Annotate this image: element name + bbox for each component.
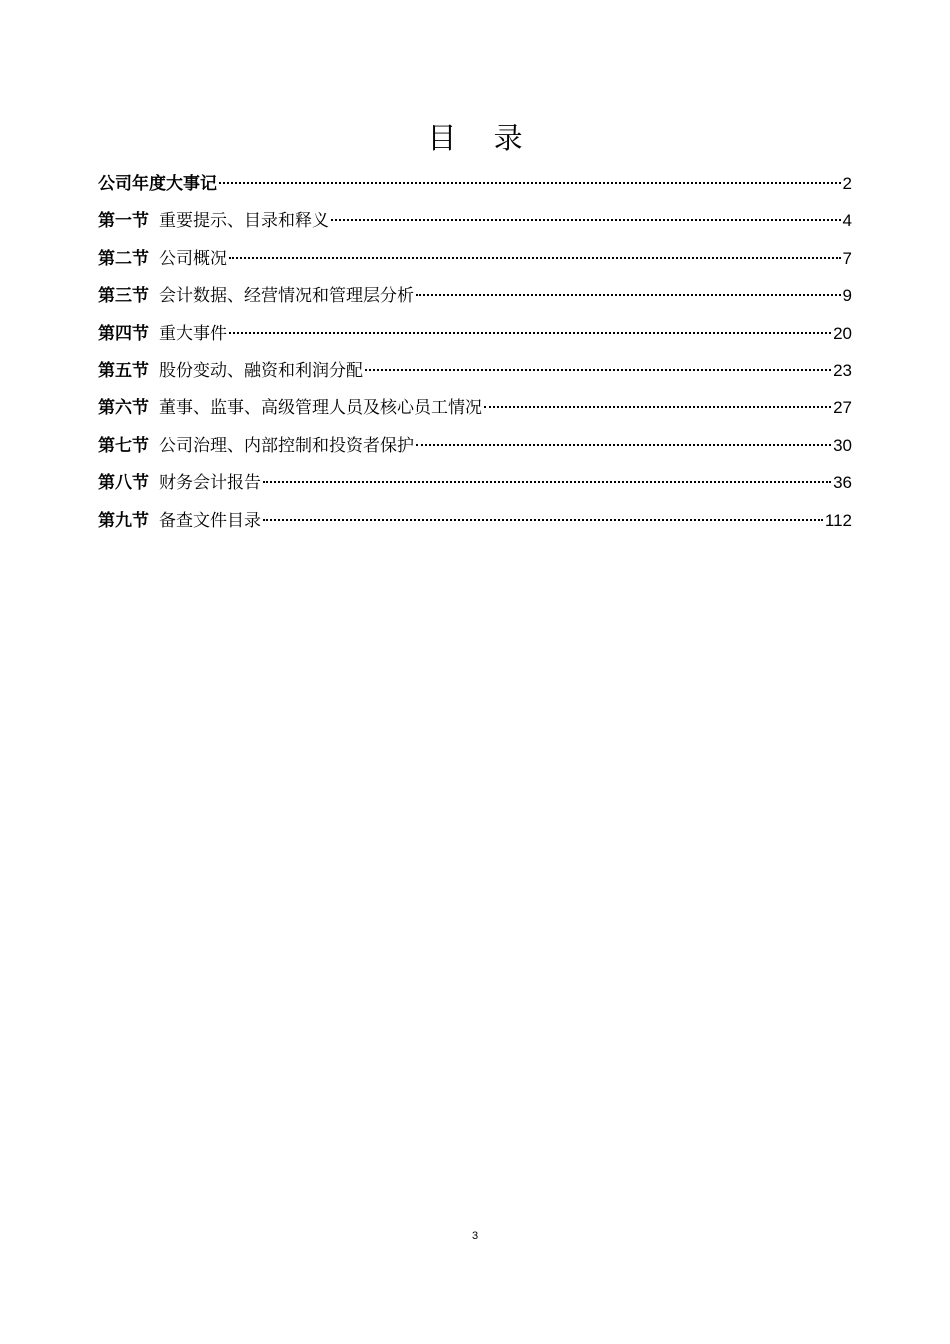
toc-entry-section-4[interactable] xyxy=(98,320,852,357)
dot-leader xyxy=(263,481,831,483)
toc-entry-section-9[interactable] xyxy=(98,507,852,544)
toc-section-number: 第五节 xyxy=(98,360,149,381)
toc-entry-page: 30 xyxy=(833,435,852,455)
toc-entry-title: 股份变动、融资和利润分配 xyxy=(159,360,363,381)
toc-entry-title: 财务会计报告 xyxy=(159,473,261,494)
dot-leader xyxy=(229,257,841,259)
toc-entry-title: 重大事件 xyxy=(159,323,227,344)
toc-entry-section-8[interactable] xyxy=(98,469,852,506)
toc-entry-title: 备查文件目录 xyxy=(159,510,261,531)
dot-leader xyxy=(229,332,831,334)
toc-entry-page: 36 xyxy=(833,473,852,493)
dot-leader xyxy=(484,406,831,408)
toc-entry-page: 23 xyxy=(833,360,852,380)
toc-entry-title: 董事、监事、高级管理人员及核心员工情况 xyxy=(159,398,482,419)
toc-section-number: 第八节 xyxy=(98,473,149,494)
toc-entry-section-5[interactable] xyxy=(98,357,852,394)
toc-entry-page: 112 xyxy=(824,510,852,530)
toc-section-number: 第一节 xyxy=(98,211,149,232)
dot-leader xyxy=(263,519,823,521)
dot-leader xyxy=(331,219,841,221)
toc-entry-page: 27 xyxy=(833,398,852,418)
toc-section-number: 第九节 xyxy=(98,510,149,531)
toc-entry-page: 4 xyxy=(842,211,852,231)
toc-entry-section-6[interactable] xyxy=(98,394,852,431)
toc-section-number: 第三节 xyxy=(98,286,149,307)
dot-leader xyxy=(365,369,831,371)
toc-section-number: 第二节 xyxy=(98,248,149,269)
toc-entry-page: 2 xyxy=(842,174,852,193)
toc-entry-title: 公司治理、内部控制和投资者保护 xyxy=(159,435,414,456)
toc-entry-title: 重要提示、目录和释义 xyxy=(159,211,329,232)
toc-entry-section-3[interactable] xyxy=(98,282,852,319)
toc-section-number: 第四节 xyxy=(98,323,149,344)
toc-entry-page: 20 xyxy=(833,323,852,343)
toc-entry-title: 公司年度大事记 xyxy=(98,174,217,194)
toc-section-number: 第六节 xyxy=(98,398,149,419)
toc-entry-section-7[interactable] xyxy=(98,432,852,469)
toc-entry-annual-events[interactable] xyxy=(98,170,852,207)
toc-entry-page: 9 xyxy=(842,286,852,306)
dot-leader xyxy=(416,294,841,296)
dot-leader xyxy=(416,444,831,446)
toc-entry-section-1[interactable] xyxy=(98,207,852,244)
page-number: 3 xyxy=(471,1230,479,1242)
toc-section-number: 第七节 xyxy=(98,435,149,456)
toc-entry-section-2[interactable] xyxy=(98,245,852,282)
toc-entry-title: 公司概况 xyxy=(159,248,227,269)
page-title: 目 录 xyxy=(427,121,537,155)
toc-entry-title: 会计数据、经营情况和管理层分析 xyxy=(159,286,414,307)
table-of-contents xyxy=(98,170,852,544)
toc-entry-page: 7 xyxy=(842,248,852,268)
dot-leader xyxy=(219,182,841,184)
